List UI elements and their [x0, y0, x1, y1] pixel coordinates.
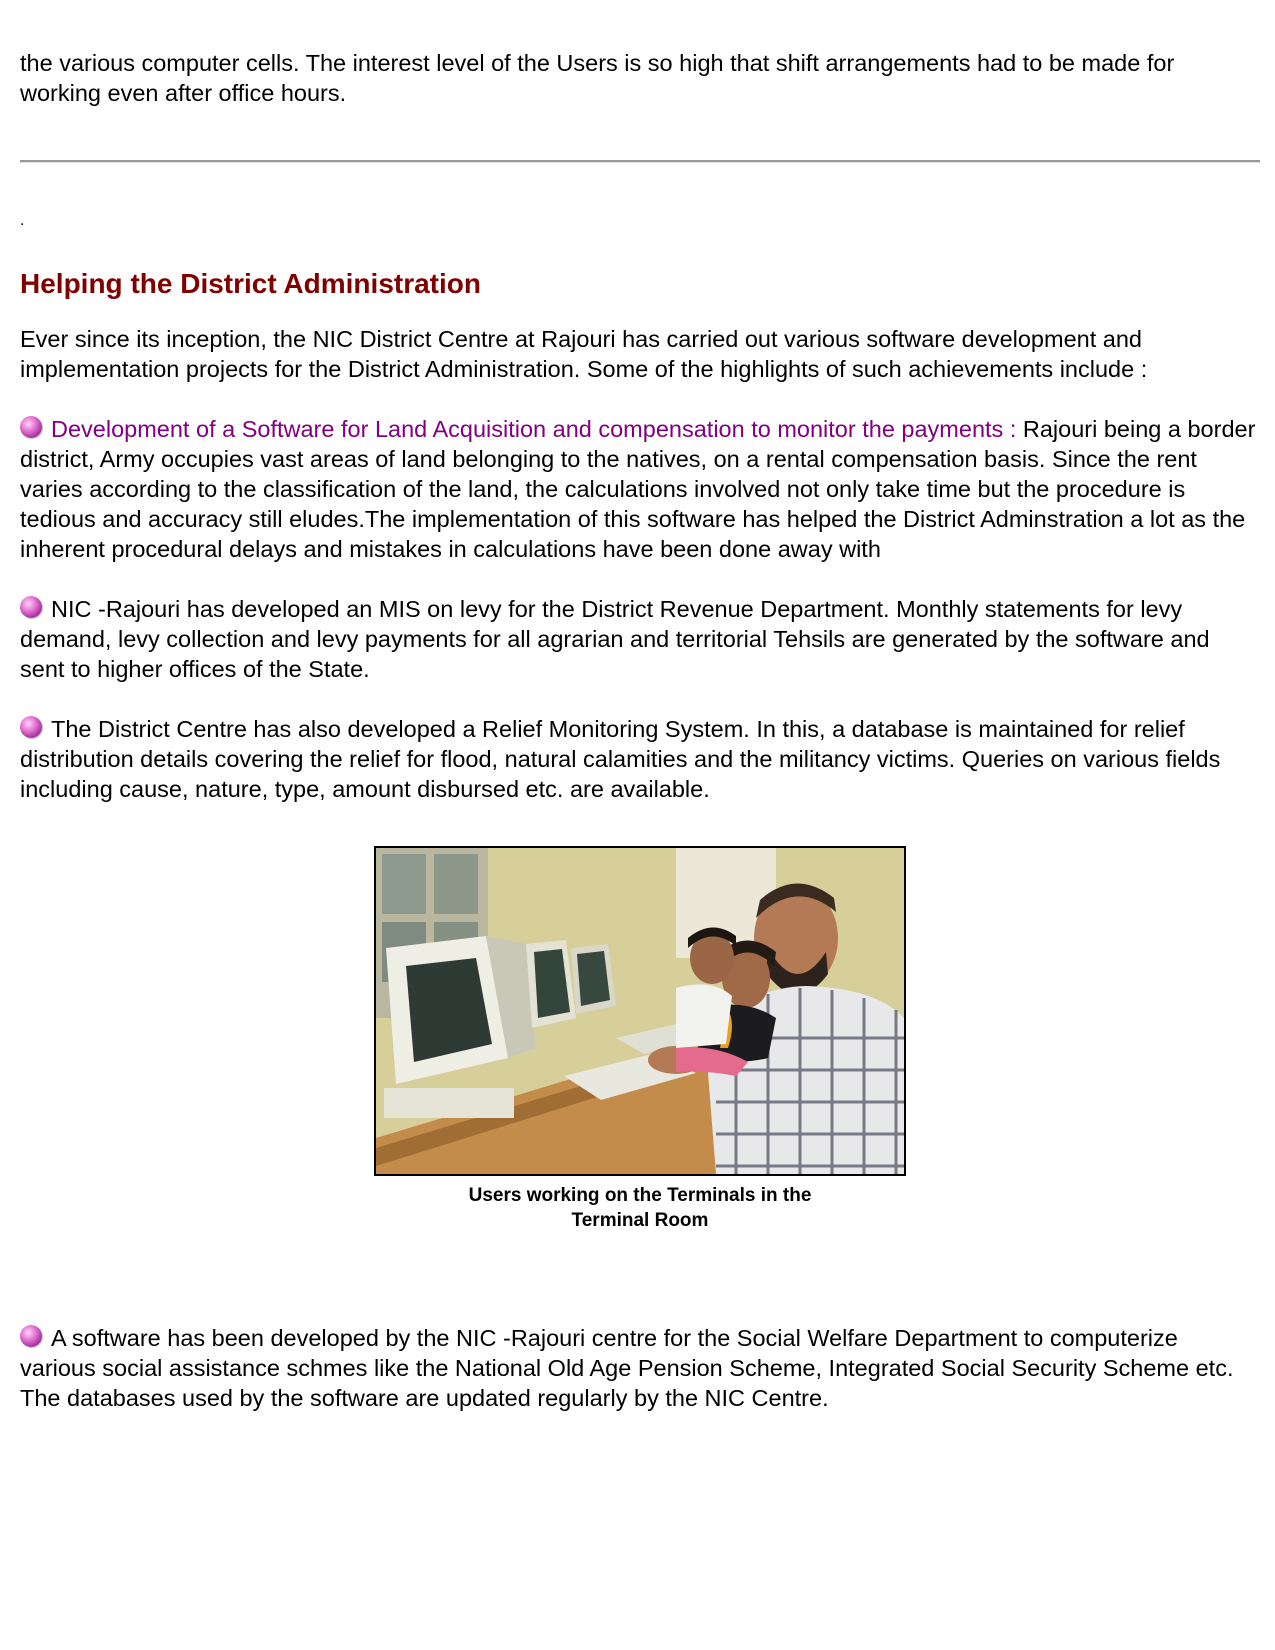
- bullet-item-relief-monitoring: [20, 714, 1260, 804]
- caption-line-2: Terminal Room: [571, 1210, 709, 1231]
- bullet-text: A software has been developed by the NIC -Rajouri centre for the Social Welfare Department to computerize various social assistance schmes like the National Old Age Pension Scheme, Integrated Social Security Scheme etc. The databases used by the software are updated regularly by the NIC Centre.: [20, 1325, 1234, 1411]
- figure: [20, 846, 1260, 1233]
- purple-sphere-bullet-icon: [20, 1325, 42, 1347]
- purple-sphere-bullet-icon: [20, 716, 42, 738]
- purple-sphere-bullet-icon: [20, 416, 42, 438]
- caption-line-1: Users working on the Terminals in the: [468, 1185, 812, 1206]
- bullet-text: Rajouri being a border district, Army occupies vast areas of land belonging to the natives, on a rental compensation basis. Since the rent varies according to the classification of the land, the calculations involved not only take time but the procedure is tedious and accuracy still eludes.The implementation of this software has helped the District Adminstration a lot as the inherent procedural delays and mistakes in calculations have been done away with: [20, 416, 1256, 562]
- bullet-text: NIC -Rajouri has developed an MIS on levy for the District Revenue Department. Monthly statements for levy demand, levy collection and levy payments for all agrarian and territorial Tehsils are generated by the software and sent to higher offices of the State.: [20, 596, 1210, 682]
- bullet-text: The District Centre has also developed a Relief Monitoring System. In this, a database is maintained for relief distribution details covering the relief for flood, natural calamities and the militancy victims. Queries on various fields including cause, nature, type, amount disbursed etc. are available.: [20, 716, 1221, 802]
- bullet-item-levy-mis: [20, 594, 1260, 684]
- land-acquisition-link[interactable]: Development of a Software for Land Acquisition and compensation to monitor the payments :: [51, 416, 1017, 442]
- document-page: [20, 48, 1260, 1413]
- figure-caption: [20, 1183, 1260, 1233]
- terminal-room-illustration: [376, 848, 904, 1174]
- bullet-item-social-welfare: [20, 1323, 1260, 1413]
- intro-paragraph: Ever since its inception, the NIC District Centre at Rajouri has carried out various software development and implementation projects for the District Administration. Some of the highlights of such achievements include :: [20, 326, 1148, 382]
- section-heading: Helping the District Administration: [20, 268, 481, 299]
- intro-text: the various computer cells. The interest level of the Users is so high that shift arrangements had to be made for working even after office hours.: [20, 50, 1175, 106]
- terminal-room-photo: [374, 846, 906, 1176]
- dot-marker: .: [20, 212, 25, 229]
- bullet-item-land-acquisition: [20, 414, 1260, 564]
- horizontal-rule: [20, 160, 1260, 163]
- purple-sphere-bullet-icon: [20, 596, 42, 618]
